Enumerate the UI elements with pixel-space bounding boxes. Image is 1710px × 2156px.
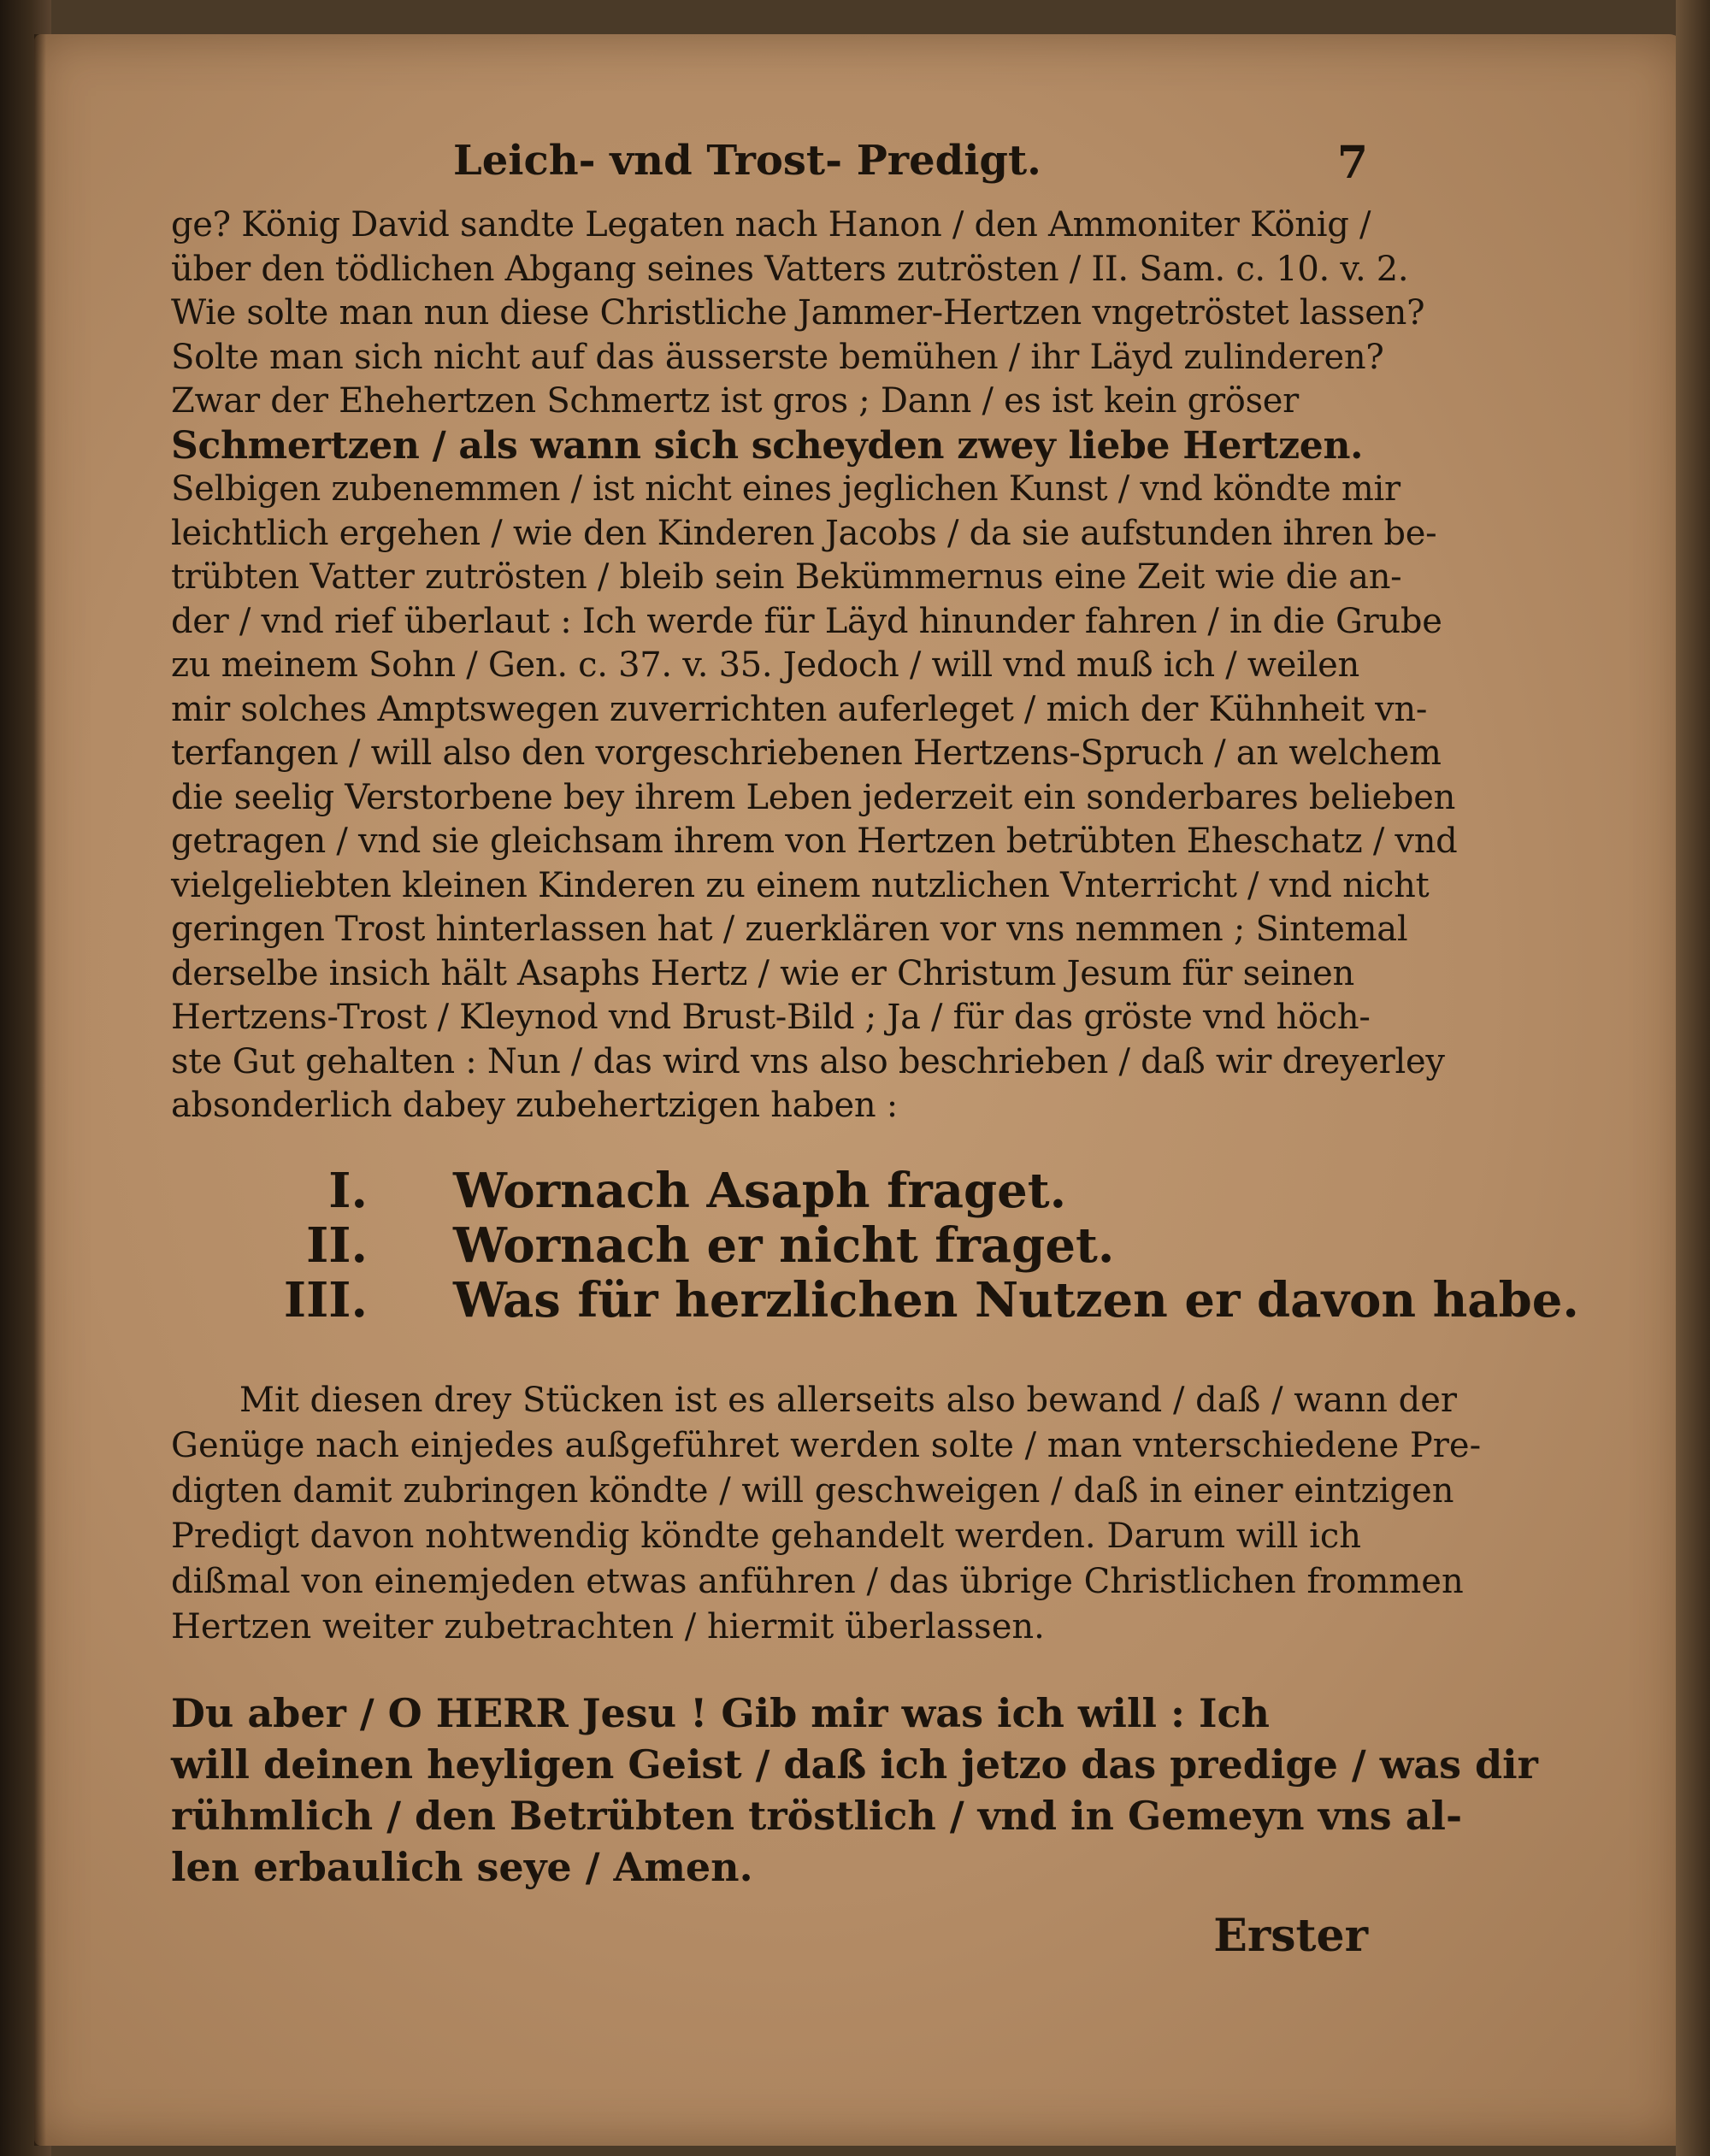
text-line: trübten Vatter zutrösten / bleib sein Bekümmernus eine Zeit wie die an-: [171, 557, 1402, 597]
text-line: leichtlich ergehen / wie den Kinderen Jacobs / da sie aufstunden ihren be-: [171, 513, 1437, 553]
running-header: [171, 137, 1368, 197]
header-title: Leich- vnd Trost- Predigt.: [453, 137, 1041, 185]
text-line: mir solches Amptswegen zuverrichten auferleget / mich der Kühnheit vn-: [171, 689, 1428, 729]
page-gutter-shadow: [34, 34, 46, 2146]
point-item: [171, 1163, 1368, 1217]
point-number: I.: [328, 1162, 368, 1219]
point-text: Wornach Asaph fraget.: [453, 1162, 1067, 1219]
point-text: Wornach er nicht fraget.: [453, 1216, 1115, 1274]
text-line: die seelig Verstorbene bey ihrem Leben jederzeit ein sonderbares belieben: [171, 777, 1456, 817]
catchword: Erster: [1213, 1909, 1368, 1962]
page-number: 7: [1336, 137, 1368, 189]
text-line: Selbigen zubenemmen / ist nicht eines jeglichen Kunst / vnd köndte mir: [171, 469, 1400, 509]
point-text: Was für herzlichen Nutzen er davon habe.: [453, 1271, 1579, 1328]
text-line: terfangen / will also den vorgeschriebenen Hertzens-Spruch / an welchem: [171, 733, 1442, 773]
text-line: Predigt davon nohtwendig köndte gehandelt werden. Darum will ich: [171, 1516, 1362, 1556]
text-line: Mit diesen drey Stücken ist es allerseits also bewand / daß / wann der: [239, 1380, 1457, 1420]
paragraph-2: [171, 1378, 1482, 1650]
text-line: getragen / vnd sie gleichsam ihrem von Hertzen betrübten Eheschatz / vnd: [171, 822, 1458, 861]
text-line: Du aber / O HERR Jesu ! Gib mir was ich will : Ich: [171, 1689, 1270, 1736]
text-line: Genüge nach einjedes außgeführet werden solte / man vnterschiedene Pre-: [171, 1425, 1482, 1465]
text-line: Zwar der Ehehertzen Schmertz ist gros ; Dann / es ist kein gröser: [171, 381, 1299, 421]
text-line: ste Gut gehalten : Nun / das wird vns also beschrieben / daß wir dreyerley: [171, 1041, 1445, 1081]
text-line: will deinen heyligen Geist / daß ich jetzo das predige / was dir: [171, 1741, 1538, 1788]
text-line: der / vnd rief überlaut : Ich werde für Läyd hinunder fahren / in die Grube: [171, 601, 1442, 641]
text-line: ge? König David sandte Legaten nach Hanon / den Ammoniter König /: [171, 205, 1371, 244]
text-line: Wie solte man nun diese Christliche Jammer-Hertzen vngetröstet lassen?: [171, 293, 1425, 333]
text-line: len erbaulich seye / Amen.: [171, 1843, 753, 1890]
page-text: [171, 137, 1579, 1962]
text-line: vielgeliebten kleinen Kinderen zu einem nutzlichen Vnterricht / vnd nicht: [171, 865, 1430, 905]
text-line-emphasis: Schmertzen / als wann sich scheyden zwey liebe Hertzen.: [171, 423, 1364, 468]
point-item: [171, 1217, 1368, 1272]
text-line: über den tödlichen Abgang seines Vatters zutrösten / II. Sam. c. 10. v. 2.: [171, 249, 1409, 289]
text-line: rühmlich / den Betrübten tröstlich / vnd in Gemeyn vns al-: [171, 1792, 1463, 1839]
page-edges-right: [1676, 0, 1710, 2156]
text-line: Hertzen weiter zubetrachten / hiermit überlassen.: [171, 1606, 1045, 1646]
point-number: III.: [283, 1271, 368, 1328]
text-line: zu meinem Sohn / Gen. c. 37. v. 35. Jedoch / will vnd muß ich / weilen: [171, 645, 1359, 685]
paragraph-1: [171, 203, 1458, 1128]
text-line: absonderlich dabey zubehertzigen haben :: [171, 1086, 898, 1125]
point-item: [171, 1271, 1579, 1328]
point-number: II.: [306, 1216, 368, 1274]
prayer-paragraph: [171, 1688, 1538, 1893]
text-line: geringen Trost hinterlassen hat / zuerklären vor vns nemmen ; Sintemal: [171, 910, 1408, 949]
text-line: Solte man sich nicht auf das äusserste bemühen / ihr Läyd zulinderen?: [171, 337, 1384, 377]
text-line: Hertzens-Trost / Kleynod vnd Brust-Bild ; Ja / für das gröste vnd höch-: [171, 998, 1371, 1037]
text-line: dißmal von einemjeden etwas anführen / das übrige Christlichen frommen: [171, 1561, 1464, 1601]
text-line: derselbe insich hält Asaphs Hertz / wie er Christum Jesum für seinen: [171, 953, 1354, 993]
text-line: digten damit zubringen köndte / will geschweigen / daß in einer eintzigen: [171, 1470, 1454, 1511]
sermon-points: [171, 1162, 1579, 1328]
